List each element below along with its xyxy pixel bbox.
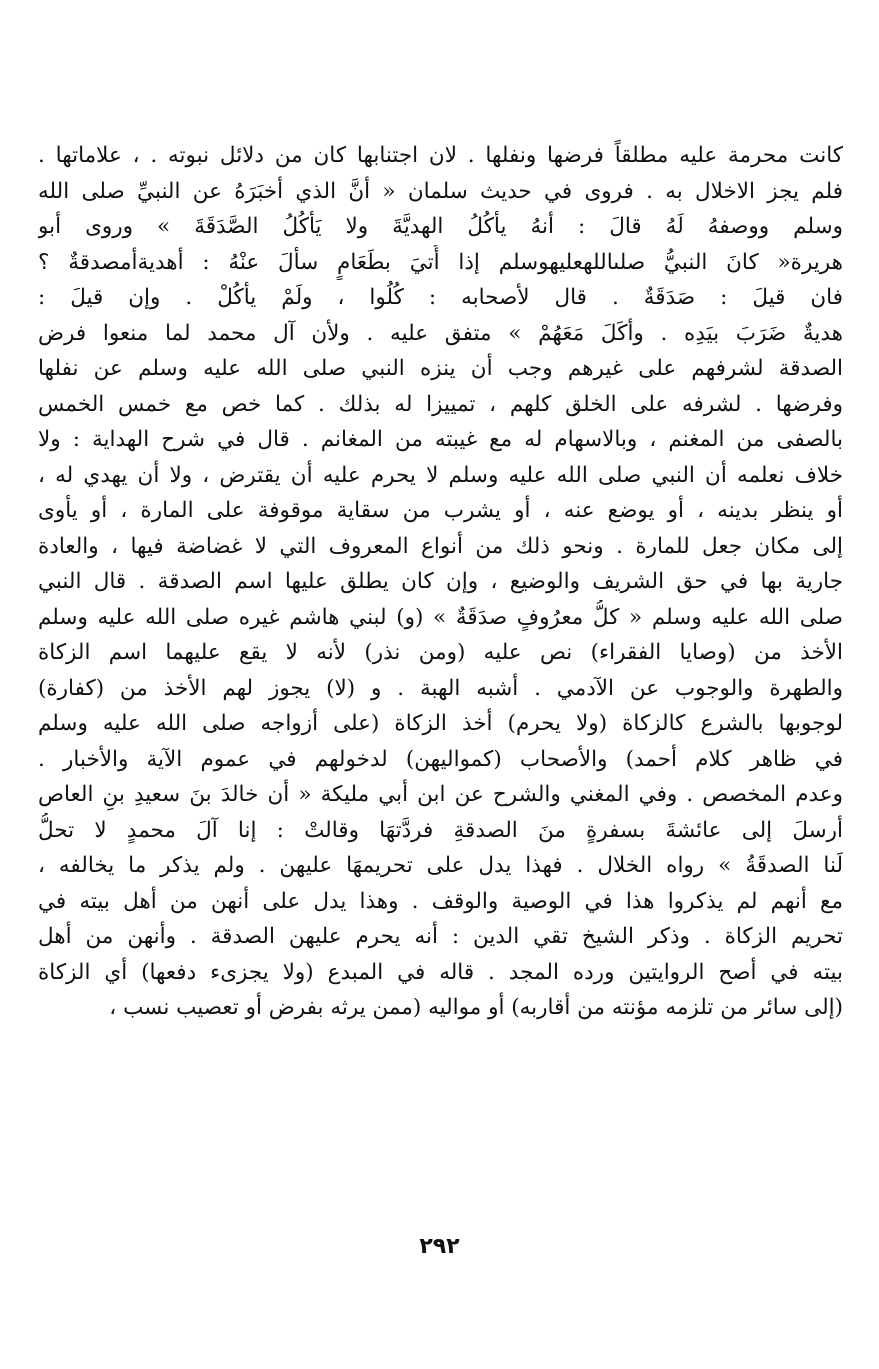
text-line: جارية بها في حق الشريف والوضيع ، وإن كان يطلق عليها اسم الصدقة . قال النبي	[38, 569, 843, 594]
text-line: الأخذ من (وصايا الفقراء) نص عليه (ومن نذر) لأنه لا يقع عليهما اسم الزكاة	[38, 640, 843, 665]
text-line: وفرضها . لشرفه على الخلق كلهم ، تمييزا له بذلك . كما خص مع خمس الخمس	[38, 391, 843, 417]
text-line: هريرة« كانَ النبيُّ صلىاللهعليهوسلم إذا أُتيَ بطَعَامٍ سألَ عنْهُ : أهديةأمصدقةٌ ؟	[38, 249, 843, 275]
text-line: وعدم المخصص . وفي المغني والشرح عن ابن أبي مليكة « أن خالدَ بنَ سعيدِ بنِ العاص	[38, 782, 843, 807]
text-line: الصدقة لشرفهم على غيرهم وجب أن ينزه النبي صلى الله عليه وسلم عن نفلها	[38, 356, 843, 381]
text-line: مع أنهم لم يذكروا هذا في الوصية والوقف . وهذا يدل على أنهن من أهل بيته في	[38, 888, 843, 914]
page-number: ٢٩٢	[419, 1234, 460, 1259]
text-line: كانت محرمة عليه مطلقاً فرضها ونفلها . لان اجتنابها كان من دلائل نبوته . ، علاماتها .	[38, 143, 843, 168]
text-line: فلم يجز الاخلال به . فروى في حديث سلمان « أنَّ الذي أخبَرَهُ عن النبيِّ صلى الله	[38, 178, 843, 204]
text-line: خلاف نعلمه أن النبي صلى الله عليه وسلم لا يحرم عليه أن يقترض ، ولا أن يهدي له ،	[38, 462, 843, 488]
text-line: والطهرة والوجوب عن الآدمي . أشبه الهبة . و (لا) يجوز لهم الأخذ من (كفارة)	[38, 675, 843, 701]
body-text	[38, 138, 843, 1026]
text-line: بالصفى من المغنم ، وبالاسهام له مع غيبته من المغانم . قال في شرح الهداية : ولا	[38, 427, 843, 452]
text-line: أو ينظر بدينه ، أو يوضع عنه ، أو يشرب من سقاية موقوفة على المارة ، أو يأوى	[38, 498, 843, 523]
text-line: (إلى سائر من تلزمه مؤنته من أقاربه) أو مواليه (ممن يرثه بفرض أو تعصيب نسب ،	[109, 995, 843, 1020]
text-line: صلى الله عليه وسلم « كلُّ معرُوفٍ صدَقَةٌ » (و) لبني هاشم غيره صلى الله عليه وسلم	[38, 604, 843, 630]
text-line: هديةٌ ضَرَبَ بيَدِه . وأكَلَ مَعَهُمْ » متفق عليه . ولأن آل محمد لما منعوا فرض	[38, 320, 843, 346]
text-line: تحريم الزكاة . وذكر الشيخ تقي الدين : أنه يحرم عليهن الصدقة . وأنهن من أهل	[38, 924, 843, 949]
text-line: في ظاهر كلام أحمد) والأصحاب (كمواليهن) لدخولهم في عموم الآية والأخبار .	[38, 746, 843, 772]
text-line: وسلم ووصفهُ لَهُ قالَ : أنهُ يأكُلُ الهديَّةَ ولا يَأكُلُ الصَّدَقَةَ » وروى أبو	[38, 214, 843, 239]
text-line: لوجوبها بالشرع كالزكاة (ولا يحرم) أخذ الزكاة (على أزواجه صلى الله عليه وسلم	[38, 711, 843, 736]
text-line: إلى مكان جعل للمارة . ونحو ذلك من أنواع المعروف التي لا غضاضة فيها ، والعادة	[38, 533, 843, 559]
text-line: فان قيلَ : صَدَقَةٌ . قال لأصحابه : كُلُوا ، ولَمْ يأكُلْ . وإن قيلَ :	[38, 285, 843, 310]
text-line: أرسلَ إلى عائشةَ بسفرةٍ منَ الصدقةِ فردَّتهَا وقالتْ : إنا آلَ محمدٍ لا تحلُّ	[38, 817, 843, 843]
text-line: بيته في أصح الروايتين ورده المجد . قاله في المبدع (ولا يجزىء دفعها) أي الزكاة	[38, 959, 843, 985]
text-line: لَنا الصدقَةُ » رواه الخلال . فهذا يدل على تحريمهَا عليهن . ولم يذكر ما يخالفه ،	[38, 853, 843, 878]
